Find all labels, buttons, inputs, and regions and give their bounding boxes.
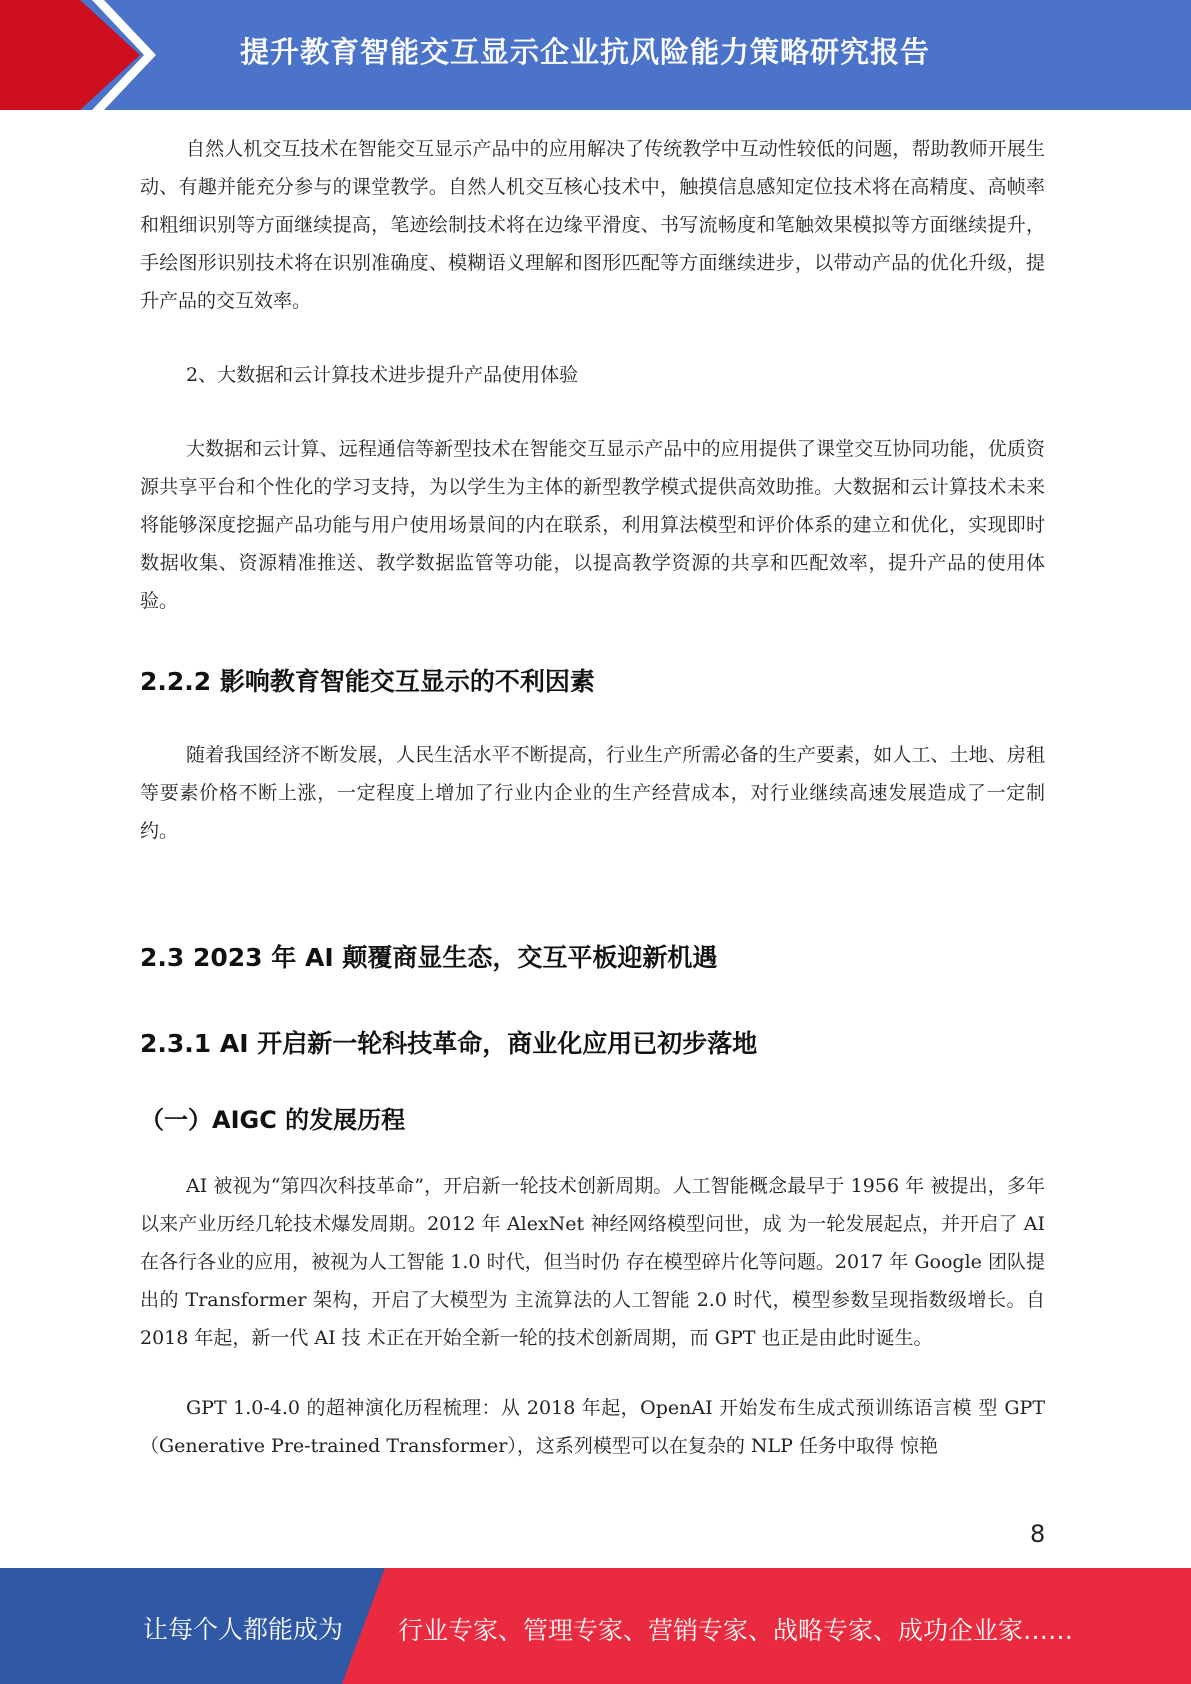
paragraph-gpt-evolution: GPT 1.0-4.0 的超神演化历程梳理：从 2018 年起，OpenAI 开始发布生成式预训练语言模 型 GPT（Generative Pre-trained Transformer），这系列模型可以在复杂的 NLP 任务中取得 惊艳	[140, 1397, 1045, 1457]
footer-slogan-left: 让每个人都能成为	[143, 1615, 344, 1644]
paragraph-ai-revolution: AI 被视为“第四次科技革命”，开启新一轮技术创新周期。人工智能概念最早于 1956 年 被提出，多年以来产业历经几轮技术爆发周期。2012 年 AlexNet 神经网络模型问世，成 为一轮发展起点，并开启了 AI 在各行各业的应用，被视为人工智能 1.0 时代，但当时仍 存在模型碎片化等问题。2017 年 Google 团队提出的 Transformer 架构，开启了大模型为 主流算法的人工智能 2.0 时代，模型参数呈现指数级增长。自 2018 年起，新一代 AI 技 术正在开始全新一轮的技术创新周期，而 GPT 也正是由此时诞生。	[140, 1175, 1045, 1349]
page-header	[0, 0, 1191, 110]
paragraph-interaction-tech: 自然人机交互技术在智能交互显示产品中的应用解决了传统教学中互动性较低的问题，帮助教师开展生动、有趣并能充分参与的课堂教学。自然人机交互核心技术中，触摸信息感知定位技术将在高精度、高帧率和粗细识别等方面继续提高，笔迹绘制技术将在边缘平滑度、书写流畅度和笔触效果模拟等方面继续提升，手绘图形识别技术将在识别准确度、模糊语义理解和图形匹配等方面继续进步，以带动产品的优化升级，提升产品的交互效率。	[140, 138, 1045, 312]
page-content	[140, 130, 1045, 1465]
footer-slogan-right: 行业专家、管理专家、营销专家、战略专家、成功企业家……	[398, 1616, 1074, 1645]
heading-aigc-history: （一）AIGC 的发展历程	[140, 1106, 406, 1134]
page-footer	[0, 1568, 1191, 1684]
heading-2-2-2: 2.2.2 影响教育智能交互显示的不利因素	[140, 667, 595, 696]
report-title: 提升教育智能交互显示企业抗风险能力策略研究报告	[240, 35, 931, 69]
list-item-2: 2、大数据和云计算技术进步提升产品使用体验	[186, 364, 579, 386]
heading-2-3-1: 2.3.1 AI 开启新一轮科技革命，商业化应用已初步落地	[140, 1029, 758, 1058]
heading-2-3: 2.3 2023 年 AI 颠覆商显生态，交互平板迎新机遇	[140, 943, 718, 972]
page-number: 8	[1030, 1520, 1046, 1548]
paragraph-adverse-factors: 随着我国经济不断发展，人民生活水平不断提高，行业生产所需必备的生产要素，如人工、土地、房租等要素价格不断上涨，一定程度上增加了行业内企业的生产经营成本，对行业继续高速发展造成了一定制约。	[140, 744, 1045, 842]
paragraph-bigdata-cloud: 大数据和云计算、远程通信等新型技术在智能交互显示产品中的应用提供了课堂交互协同功能，优质资源共享平台和个性化的学习支持，为以学生为主体的新型教学模式提供高效助推。大数据和云计算技术未来将能够深度挖掘产品功能与用户使用场景间的内在联系，利用算法模型和评价体系的建立和优化，实现即时数据收集、资源精准推送、教学数据监管等功能，以提高教学资源的共享和匹配效率，提升产品的使用体验。	[140, 438, 1045, 612]
